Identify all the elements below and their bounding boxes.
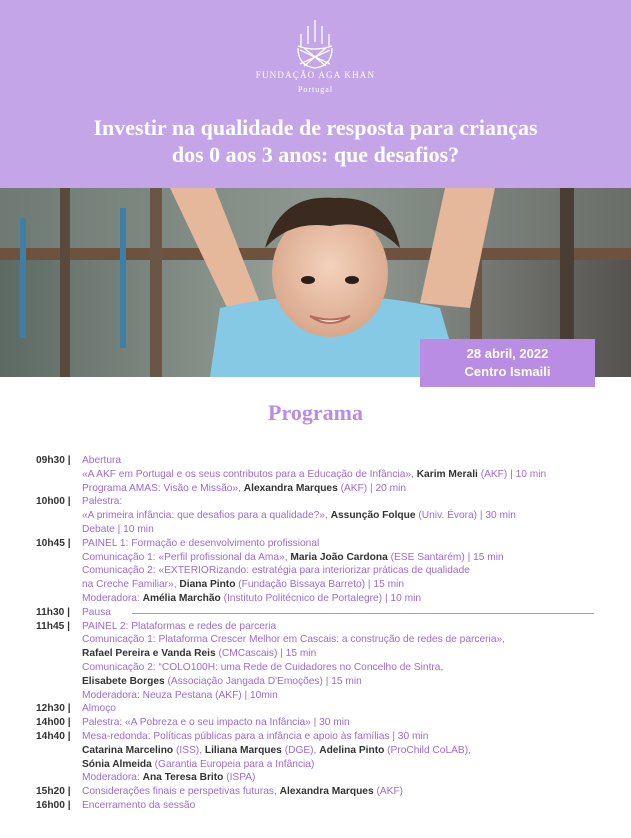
entry-line: «A AKF em Portugal e os seus contributos para a Educação de Infância», Karim Merali (AKF) | 10 min bbox=[82, 468, 547, 480]
page-title bbox=[20, 114, 611, 168]
title-line-1: Investir na qualidade de resposta para crianças bbox=[93, 115, 538, 140]
entry-title: Palestra: bbox=[82, 496, 123, 508]
org-name: FUNDAÇÃO AGA KHAN bbox=[255, 70, 376, 80]
entry-time: 14h00 | bbox=[36, 717, 71, 729]
org-country: Portugal bbox=[297, 85, 334, 94]
entry-line: na Creche Familiar», Diana Pinto (Fundação Bissaya Barreto) | 15 min bbox=[82, 579, 404, 591]
entry-time: 10h00 | bbox=[36, 496, 71, 508]
entry-time: 12h30 | bbox=[36, 703, 71, 715]
entry-time: 16h00 | bbox=[36, 799, 71, 811]
entry-title: Considerações finais e perspetivas futuras, Alexandra Marques (AKF) bbox=[82, 786, 404, 798]
event-date: 28 abril, 2022 bbox=[466, 346, 549, 361]
schedule bbox=[36, 454, 606, 813]
entry-line: Comunicação 2: «EXTERIORizando: estratégia para interiorizar práticas de qualidade bbox=[82, 565, 470, 577]
entry-time: 15h20 | bbox=[36, 786, 71, 798]
event-date-box bbox=[420, 339, 595, 387]
entry-title: Encerramento da sessão bbox=[82, 799, 196, 811]
schedule-entry bbox=[36, 537, 606, 606]
schedule-entry bbox=[36, 702, 606, 716]
event-venue: Centro Ismaili bbox=[464, 364, 551, 379]
title-line-2: dos 0 aos 3 anos: que desafios? bbox=[171, 142, 460, 167]
entry-line: Comunicação 2: “COLO100H: uma Rede de Cuidadores no Concelho de Sintra, bbox=[82, 661, 444, 673]
entry-time: 11h45 | bbox=[36, 620, 71, 632]
entry-time: 11h30 | bbox=[36, 606, 71, 618]
entry-title: Abertura bbox=[82, 455, 122, 466]
schedule-entry bbox=[36, 716, 606, 730]
entry-line: Programa AMAS: Visão e Missão», Alexandra Marques (AKF) | 20 min bbox=[82, 482, 407, 494]
schedule-entry bbox=[36, 606, 606, 620]
entry-line: Debate | 10 min bbox=[82, 523, 154, 535]
entry-line: Elisabete Borges (Associação Jangada D'Emoções) | 15 min bbox=[82, 675, 362, 687]
entry-time: 10h45 | bbox=[36, 537, 71, 549]
entry-line: Catarina Marcelino (ISS), Liliana Marques (DGE), Adelina Pinto (ProChild CoLAB), bbox=[82, 744, 471, 756]
entry-title: Palestra: «A Pobreza e o seu impacto na Infância» | 30 min bbox=[82, 717, 350, 729]
schedule-entry bbox=[36, 620, 606, 703]
schedule-entry bbox=[36, 730, 606, 785]
entry-line: Sónia Almeida (Garantia Europeia para a Infância) bbox=[82, 758, 315, 770]
entry-line: «A primeira infância: que desafios para a qualidade?», Assunção Folque (Univ. Évora) | 30 min bbox=[82, 510, 516, 522]
header-banner bbox=[0, 0, 631, 188]
entry-title: Mesa-redonda: Políticas públicas para a infância e apoio às famílias | 30 min bbox=[82, 730, 429, 742]
entry-title: Almoço bbox=[82, 703, 116, 715]
entry-line: Rafael Pereira e Vanda Reis (CMCascais) | 15 min bbox=[82, 648, 317, 660]
entry-line: Comunicação 1: «Perfil profissional da Ama», Maria João Cardona (ESE Santarém) | 15 min bbox=[82, 551, 504, 563]
entry-line: Moderadora: Amélia Marchão (Instituto Politécnico de Portalegre) | 10 min bbox=[82, 592, 422, 604]
schedule-entry bbox=[36, 799, 606, 813]
entry-line: Comunicação 1: Plataforma Crescer Melhor em Cascais: a construção de redes de parceria», bbox=[82, 634, 505, 646]
entry-time: 14h40 | bbox=[36, 730, 71, 742]
entry-title: PAINEL 2: Plataformas e redes de parceria bbox=[82, 620, 277, 632]
entry-title: PAINEL 1: Formação e desenvolvimento profissional bbox=[82, 537, 320, 549]
entry-line: Moderadora: Ana Teresa Brito (ISPA) bbox=[82, 772, 256, 784]
programa-heading: Programa bbox=[268, 400, 363, 425]
divider bbox=[132, 613, 594, 614]
schedule-entry bbox=[36, 785, 606, 799]
schedule-entry bbox=[36, 495, 606, 536]
schedule-entry bbox=[36, 454, 606, 495]
entry-title: Pausa bbox=[82, 606, 111, 618]
entry-line: Moderadora: Neuza Pestana (AKF) | 10min bbox=[82, 689, 278, 701]
aga-khan-emblem-icon bbox=[290, 18, 340, 70]
entry-time: 09h30 | bbox=[36, 455, 71, 466]
